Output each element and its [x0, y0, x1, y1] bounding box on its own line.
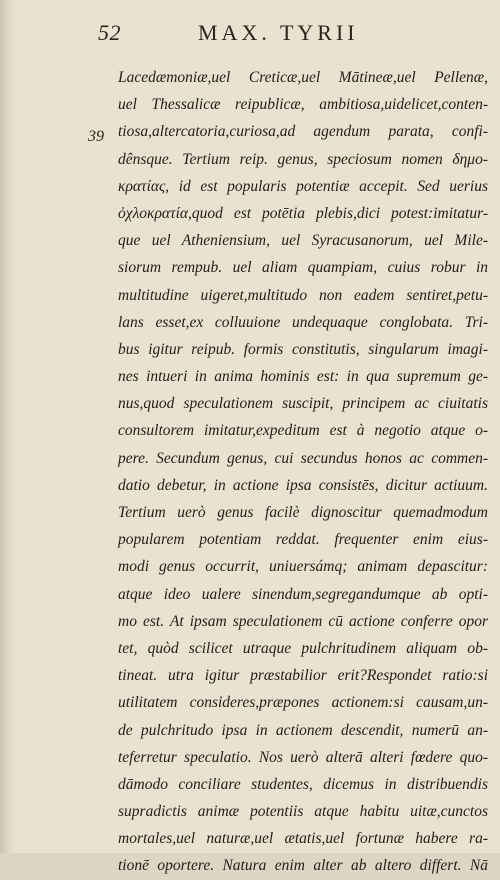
text-line: atque ideo ualere sinendum,segregandumque ab opti-: [118, 585, 488, 603]
text-line: pere. Secundum genus, cui secundus honos ac commen-: [118, 449, 488, 467]
text-line: consultorem imitatur,expeditum est à negotio atque o-: [118, 422, 488, 440]
text-line: bus igitur reipub. formis constitutis, singularum imagi-: [118, 340, 488, 358]
text-line: mortales,uel naturæ,uel ætatis,uel fortunæ habere ra-: [118, 830, 488, 848]
text-line: popularem potentiam reddat. frequenter enim eius-: [118, 531, 488, 549]
text-line: ὀχλοκρατία,quod est potētia plebis,dici potest:imitatur-: [118, 204, 488, 222]
text-line: uel Thessalicæ reipublicæ, ambitiosa,uidelicet,conten-: [118, 96, 488, 114]
text-line: κρατίας, id est popularis potentiæ accepit. Sed uerius: [118, 177, 488, 195]
text-line: de pulchritudo ipsa in actionem descendit, numerū an-: [118, 721, 488, 739]
text-line: multitudine uigeret,multitudo non eadem sentiret,petu-: [118, 286, 488, 304]
text-line: supradictis animæ potentiis atque habitu uitæ,cunctos: [118, 803, 488, 821]
text-line: datio debetur, in actione ipsa consistēs, dicitur actiuum.: [118, 476, 488, 494]
text-line: Lacedæmoniæ,uel Creticæ,uel Mātineæ,uel Pellenæ,: [118, 69, 488, 86]
text-line: dênsque. Tertium reip. genus, speciosum nomen δημο-: [118, 150, 488, 168]
text-line: Tertium uerò genus facilè dignoscitur quemadmodum: [118, 504, 488, 521]
text-line: nus,quod speculationem suscipit, principem ac ciuitatis: [118, 395, 488, 413]
page-header: [98, 20, 478, 50]
text-line: tineat. utra igitur præstabilior erit?Respondet ratio:si: [118, 667, 488, 685]
body-text: [118, 64, 488, 880]
page-number: 52: [98, 20, 121, 45]
text-line: dāmodo conciliare studentes, dicemus in distribuendis: [118, 775, 488, 793]
text-line: tiosa,altercatoria,curiosa,ad agendum parata, confi-: [118, 123, 488, 141]
margin-note: 39: [88, 128, 104, 145]
running-title: MAX. TYRII: [198, 20, 359, 45]
text-line: nes intueri in anima hominis est: in qua supremum ge-: [118, 368, 488, 386]
text-line: siorum rempub. uel aliam quampiam, cuius robur in: [118, 259, 488, 277]
text-line: mo est. At ipsam speculationem cū actione conferre opor: [118, 612, 488, 630]
text-line: lans esset,ex colluuione undequaque conglobata. Tri-: [118, 313, 488, 331]
text-line: teferretur speculatio. Nos uerò alterā alteri fœdere quo-: [118, 748, 488, 766]
text-line: tet, quòd scilicet utraque pulchritudinem aliquam ob-: [118, 639, 488, 657]
text-line: tionē oportere. Natura enim alter ab altero differt. Nā: [118, 857, 488, 875]
text-line: utilitatem consideres,præpones actionem:si causam,un-: [118, 694, 488, 712]
text-line: modi genus occurrit, uniuersámq; animam depascitur:: [118, 558, 488, 576]
text-line: que uel Atheniensium, uel Syracusanorum, uel Mile-: [118, 232, 488, 250]
